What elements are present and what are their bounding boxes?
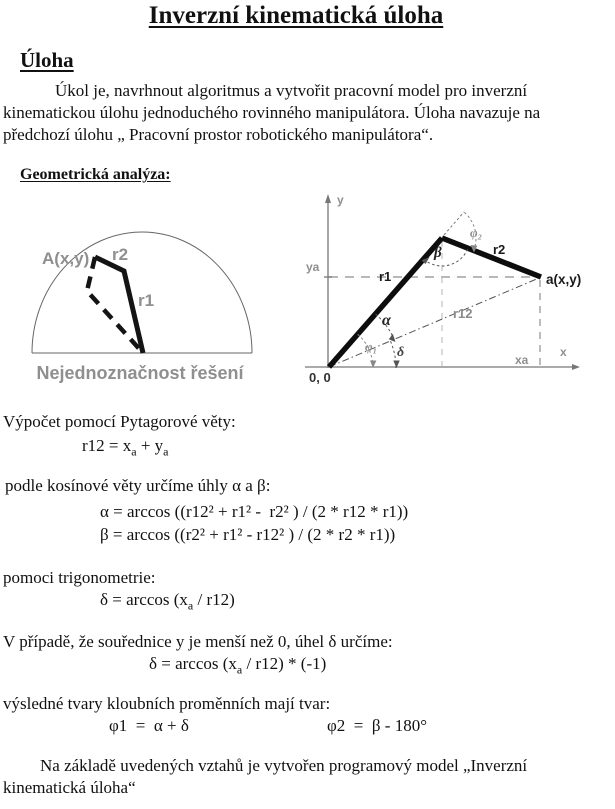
link-r2-label: r2 xyxy=(493,242,506,257)
joint-variables-heading: výsledné tvary kloubních proměnních mají tvar: xyxy=(3,694,331,713)
origin-label: 0, 0 xyxy=(309,370,331,385)
pythagoras-heading: Výpočet pomocí Pytagorové věty: xyxy=(3,412,236,431)
section-heading-uloha: Úloha xyxy=(20,48,74,72)
point-a-label: A(x,y) xyxy=(42,249,90,268)
pythagoras-formula: $r12 = x_a + y_a$ xyxy=(82,436,169,459)
r12-label: r12 xyxy=(453,306,473,321)
link-r1-label: r1 xyxy=(379,269,392,284)
x-axis-arrow-icon xyxy=(572,364,580,370)
negative-case-heading: V případě, že souřednice y je menší než 0, úhel δ určíme: xyxy=(3,632,393,651)
link-r1 xyxy=(329,238,442,367)
point-a-label: a(x,y) xyxy=(546,272,582,287)
y-axis-arrow-icon xyxy=(325,194,331,203)
beta-formula: β = arccos ((r2² + r1² - r12² ) / (2 * r2 * r1)) xyxy=(100,525,396,544)
link-r2-label: r2 xyxy=(112,245,129,264)
xa-label: xa xyxy=(515,353,529,367)
arm-solution-dashed xyxy=(87,257,143,353)
alpha-angle-label: α xyxy=(382,312,391,329)
r12-dashdot-line xyxy=(329,278,539,367)
page-title: Inverzní kinematická úloha xyxy=(148,2,444,29)
phi2-angle-label: φ₂ xyxy=(470,225,483,240)
alpha-formula: α = arccos ((r12² + r1² - r2² ) / (2 * r12 * r1)) xyxy=(100,502,409,521)
delta-angle-label: δ xyxy=(397,345,405,360)
ya-label: ya xyxy=(306,260,320,274)
intro-paragraph: Úkol je, navrhnout algoritmus a vytvořit pracovní model pro inverzní kinematickou úlohu jednoduchého rovinného manipulátora. Úloha navazuje na předchozí úlohu „ Pracovní prostor robotického manipulátora“. xyxy=(3,81,541,144)
beta-angle-label: β xyxy=(434,245,442,261)
geometry-diagram xyxy=(298,190,615,390)
link-r2 xyxy=(442,238,541,277)
trigonometry-heading: pomoci trigonometrie: xyxy=(3,568,156,587)
delta-negative-formula: $\delta = \arccos (x_a / r12) * (-1)$ xyxy=(149,654,327,677)
arm-solution-solid xyxy=(95,257,143,353)
ambiguity-diagram xyxy=(15,215,275,390)
ambiguity-caption: Nejednoznačnost řešení xyxy=(36,363,244,383)
x-axis-label: x xyxy=(560,345,567,359)
closing-paragraph: Na základě uvedených vztahů je vytvořen programový model „Inverzní kinematická úloha“ xyxy=(3,756,528,797)
section-heading-geometric-analysis: Geometrická analýza: xyxy=(20,166,171,183)
phi1-angle-label: φ₁ xyxy=(365,339,378,354)
y-axis-label: y xyxy=(337,193,344,207)
link-r1-label: r1 xyxy=(138,291,155,310)
phi2-formula: φ2 = β - 180° xyxy=(327,716,428,735)
cosine-rule-heading: podle kosínové věty určíme úhly α a β: xyxy=(5,476,271,495)
delta-formula: $\delta = \arccos (x_a / r12)$ xyxy=(100,590,235,613)
phi1-formula: φ1 = α + δ xyxy=(109,716,189,735)
r1-extension-dotted xyxy=(444,212,464,235)
